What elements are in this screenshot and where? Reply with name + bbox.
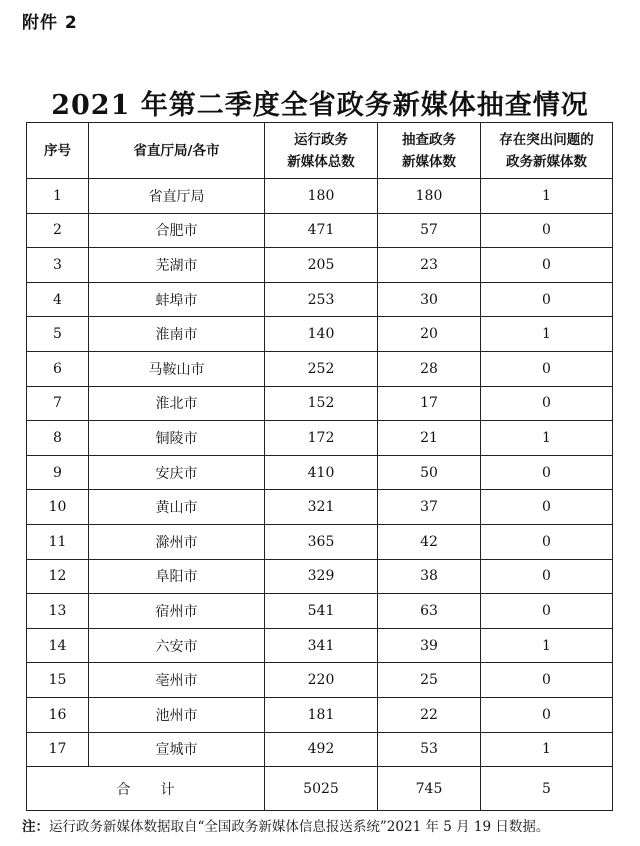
table-row <box>27 179 613 214</box>
table-row <box>27 524 613 559</box>
cell-unit: 池州市 <box>89 697 265 732</box>
cell-seq: 10 <box>27 490 89 525</box>
cell-issues: 0 <box>481 248 613 283</box>
total-count: 5025 <box>265 767 378 811</box>
cell-sampled: 25 <box>378 663 481 698</box>
cell-seq: 14 <box>27 628 89 663</box>
header-sampled <box>378 123 481 179</box>
cell-unit: 安庆市 <box>89 455 265 490</box>
table-row <box>27 559 613 594</box>
table-row <box>27 628 613 663</box>
cell-total: 152 <box>265 386 378 421</box>
header-unit-text: 省直厅局/各市 <box>133 142 220 159</box>
table-row <box>27 248 613 283</box>
cell-unit: 宣城市 <box>89 732 265 767</box>
cell-sampled: 38 <box>378 559 481 594</box>
header-unit <box>89 123 265 179</box>
cell-seq: 12 <box>27 559 89 594</box>
table-row <box>27 594 613 629</box>
total-issues: 5 <box>481 767 613 811</box>
cell-unit: 六安市 <box>89 628 265 663</box>
cell-total: 329 <box>265 559 378 594</box>
table-body <box>27 179 613 811</box>
cell-unit: 黄山市 <box>89 490 265 525</box>
cell-unit: 淮南市 <box>89 317 265 352</box>
cell-sampled: 39 <box>378 628 481 663</box>
header-seq-text: 序号 <box>44 142 71 159</box>
footnote-label: 注： <box>22 819 49 835</box>
cell-seq: 2 <box>27 213 89 248</box>
cell-issues: 1 <box>481 179 613 214</box>
footnote-text: 运行政务新媒体数据取自“全国政务新媒体信息报送系统”2021 年 5 月 19 日数据。 <box>49 819 550 835</box>
cell-sampled: 50 <box>378 455 481 490</box>
total-label: 合计 <box>27 767 265 811</box>
header-seq <box>27 123 89 179</box>
cell-seq: 5 <box>27 317 89 352</box>
cell-unit: 宿州市 <box>89 594 265 629</box>
cell-total: 471 <box>265 213 378 248</box>
cell-seq: 17 <box>27 732 89 767</box>
table-row <box>27 351 613 386</box>
table-header-row <box>27 123 613 179</box>
cell-issues: 0 <box>481 213 613 248</box>
cell-issues: 0 <box>481 351 613 386</box>
cell-sampled: 37 <box>378 490 481 525</box>
cell-sampled: 22 <box>378 697 481 732</box>
header-total <box>265 123 378 179</box>
cell-issues: 0 <box>481 594 613 629</box>
cell-total: 220 <box>265 663 378 698</box>
attachment-label: 附件 2 <box>22 13 78 33</box>
cell-unit: 铜陵市 <box>89 421 265 456</box>
cell-sampled: 30 <box>378 282 481 317</box>
cell-seq: 8 <box>27 421 89 456</box>
table-total-row <box>27 767 613 811</box>
cell-unit: 芜湖市 <box>89 248 265 283</box>
table-row <box>27 282 613 317</box>
table-row <box>27 421 613 456</box>
cell-total: 140 <box>265 317 378 352</box>
cell-total: 180 <box>265 179 378 214</box>
footnote <box>22 815 549 835</box>
table-row <box>27 490 613 525</box>
table-row <box>27 317 613 352</box>
cell-seq: 9 <box>27 455 89 490</box>
cell-sampled: 42 <box>378 524 481 559</box>
cell-total: 541 <box>265 594 378 629</box>
cell-sampled: 21 <box>378 421 481 456</box>
cell-sampled: 20 <box>378 317 481 352</box>
table-row <box>27 732 613 767</box>
cell-sampled: 17 <box>378 386 481 421</box>
header-sampled-line1: 抽查政务 <box>402 131 456 148</box>
header-issues <box>481 123 613 179</box>
cell-issues: 1 <box>481 421 613 456</box>
cell-unit: 淮北市 <box>89 386 265 421</box>
cell-unit: 蚌埠市 <box>89 282 265 317</box>
cell-issues: 1 <box>481 628 613 663</box>
cell-total: 253 <box>265 282 378 317</box>
cell-issues: 0 <box>481 559 613 594</box>
table-row <box>27 213 613 248</box>
cell-unit: 省直厅局 <box>89 179 265 214</box>
cell-issues: 0 <box>481 455 613 490</box>
header-total-line2: 新媒体总数 <box>287 153 355 170</box>
cell-sampled: 28 <box>378 351 481 386</box>
cell-unit: 马鞍山市 <box>89 351 265 386</box>
cell-seq: 15 <box>27 663 89 698</box>
cell-sampled: 57 <box>378 213 481 248</box>
document-title: 2021 年第二季度全省政务新媒体抽查情况 <box>51 90 589 121</box>
cell-sampled: 180 <box>378 179 481 214</box>
cell-total: 321 <box>265 490 378 525</box>
table-row <box>27 455 613 490</box>
table-row <box>27 386 613 421</box>
cell-issues: 1 <box>481 732 613 767</box>
header-total-line1: 运行政务 <box>294 131 348 148</box>
cell-seq: 11 <box>27 524 89 559</box>
table-row <box>27 663 613 698</box>
cell-seq: 6 <box>27 351 89 386</box>
cell-issues: 0 <box>481 386 613 421</box>
cell-issues: 0 <box>481 282 613 317</box>
cell-total: 341 <box>265 628 378 663</box>
header-sampled-line2: 新媒体数 <box>402 153 456 170</box>
cell-issues: 0 <box>481 524 613 559</box>
cell-sampled: 63 <box>378 594 481 629</box>
cell-sampled: 53 <box>378 732 481 767</box>
cell-seq: 4 <box>27 282 89 317</box>
cell-issues: 0 <box>481 663 613 698</box>
cell-issues: 0 <box>481 697 613 732</box>
cell-seq: 7 <box>27 386 89 421</box>
cell-unit: 合肥市 <box>89 213 265 248</box>
inspection-table <box>26 122 613 811</box>
total-sampled: 745 <box>378 767 481 811</box>
cell-total: 205 <box>265 248 378 283</box>
cell-unit: 滁州市 <box>89 524 265 559</box>
header-issues-line1: 存在突出问题的 <box>499 131 594 148</box>
cell-seq: 16 <box>27 697 89 732</box>
cell-seq: 13 <box>27 594 89 629</box>
header-issues-line2: 政务新媒体数 <box>506 153 587 170</box>
table-row <box>27 697 613 732</box>
cell-total: 181 <box>265 697 378 732</box>
cell-unit: 亳州市 <box>89 663 265 698</box>
cell-sampled: 23 <box>378 248 481 283</box>
cell-unit: 阜阳市 <box>89 559 265 594</box>
cell-issues: 1 <box>481 317 613 352</box>
cell-seq: 3 <box>27 248 89 283</box>
cell-total: 410 <box>265 455 378 490</box>
cell-seq: 1 <box>27 179 89 214</box>
cell-total: 492 <box>265 732 378 767</box>
cell-total: 365 <box>265 524 378 559</box>
cell-issues: 0 <box>481 490 613 525</box>
cell-total: 252 <box>265 351 378 386</box>
cell-total: 172 <box>265 421 378 456</box>
